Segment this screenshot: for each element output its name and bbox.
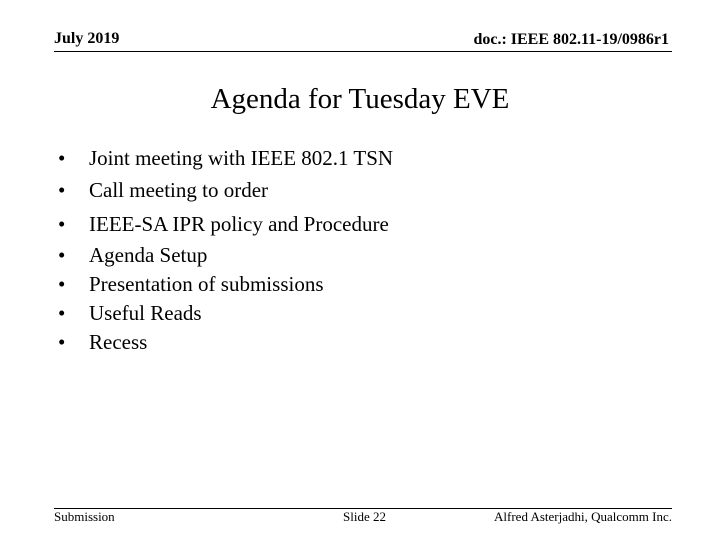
header-divider	[54, 51, 672, 52]
bullet-icon: •	[58, 212, 66, 236]
agenda-item-text: Useful Reads	[89, 301, 202, 325]
agenda-item	[58, 299, 393, 328]
agenda-item	[58, 208, 393, 241]
bullet-icon: •	[58, 146, 66, 170]
bullet-icon: •	[58, 301, 66, 325]
bullet-icon: •	[58, 272, 66, 296]
agenda-item-text: Call meeting to order	[89, 178, 269, 202]
agenda-item	[58, 175, 393, 205]
agenda-item	[58, 328, 393, 357]
header-doc-id: doc.: IEEE 802.11-19/0986r1	[473, 31, 669, 48]
agenda-item-text: Presentation of submissions	[89, 272, 324, 296]
agenda-item-text: IEEE-SA IPR policy and Procedure	[89, 212, 389, 236]
footer-slide-number: Slide 22	[343, 509, 386, 524]
footer-author: Alfred Asterjadhi, Qualcomm Inc.	[494, 509, 672, 524]
agenda-list	[58, 141, 393, 357]
bullet-icon: •	[58, 178, 66, 202]
agenda-item	[58, 241, 393, 270]
slide-title: Agenda for Tuesday EVE	[210, 83, 510, 115]
bullet-icon: •	[58, 243, 66, 267]
bullet-icon: •	[58, 330, 66, 354]
agenda-item-text: Recess	[89, 330, 148, 354]
agenda-item	[58, 270, 393, 299]
agenda-item	[58, 141, 393, 175]
footer-submission: Submission	[54, 509, 115, 524]
agenda-item-text: Agenda Setup	[89, 243, 208, 267]
agenda-item-text: Joint meeting with IEEE 802.1 TSN	[89, 146, 394, 170]
header-date: July 2019	[54, 30, 120, 47]
